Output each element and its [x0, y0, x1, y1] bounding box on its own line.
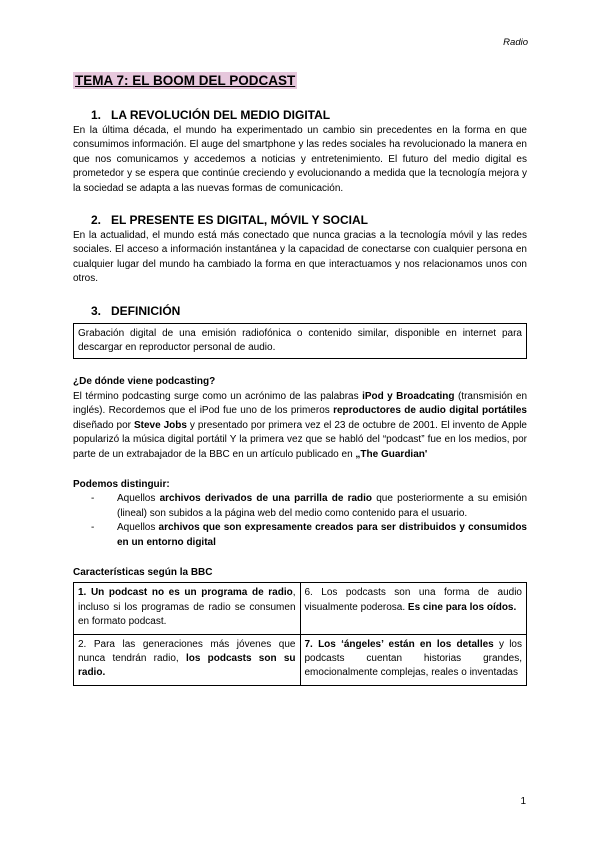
origin-block [73, 375, 527, 461]
definition-box: Grabación digital de una emisión radiofónica o contenido similar, disponible en internet para descargar en reproductor personal de audio. [73, 323, 527, 360]
distinguish-block [73, 478, 527, 550]
distinguish-title: Podemos distinguir: [73, 478, 170, 490]
table-cell: 2. Para las generaciones más jóvenes que nunca tendrán radio, los podcasts son su radio. [74, 634, 301, 685]
table-cell: 6. Los podcasts son una forma de audio visualmente poderosa. Es cine para los oídos. [300, 583, 527, 634]
section-3 [73, 303, 527, 360]
section-heading: 1. LA REVOLUCIÓN DEL MEDIO DIGITAL [91, 108, 331, 122]
section-body: En la última década, el mundo ha experimentado un cambio sin precedentes en la forma en que consumimos información. El auge del smartphone y las redes sociales ha revolucionado la manera en que nos comunicamos y accedemos a noticias y entretenimiento. El futuro del medio digital es prometedor y se espera que continúe creciendo y evolucionando a medida que la tecnología mejora y la sociedad se adapta a las nuevas formas de comunicación. [73, 125, 527, 194]
section-heading: 2. EL PRESENTE ES DIGITAL, MÓVIL Y SOCIAL [91, 213, 368, 228]
origin-question: ¿De dónde viene podcasting? [73, 376, 216, 388]
section-heading: 3. DEFINICIÓN [91, 303, 181, 318]
table-row [74, 634, 527, 685]
section-2 [73, 212, 527, 287]
list-item: - Aquellos archivos derivados de una parrilla de radio que posteriormente a su emisión (lineal) son subidos a la página web del medio como contenido para el usuario. [91, 492, 527, 521]
section-1 [73, 107, 527, 196]
section-body: En la actualidad, el mundo está más conectado que nunca gracias a la tecnología móvil y las redes sociales. El acceso a información instantánea y la capacidad de conectarse con cualquier persona en cualquier lugar del mundo ha cambiado la forma en que interactuamos y nos relacionamos unos con otros. [73, 230, 527, 285]
table-row [74, 583, 527, 634]
list-item: - Aquellos archivos que son expresamente creados para ser distribuidos y consumidos en un entorno digital [91, 521, 527, 550]
bbc-title: Características según la BBC [73, 566, 213, 578]
table-cell: 7. Los ‘ángeles’ están en los detalles y los podcasts cuentan historias grandes, emocionalmente complejas, reales o inventadas [300, 634, 527, 685]
running-header: Radio [503, 37, 528, 48]
document-title: TEMA 7: EL BOOM DEL PODCAST [75, 73, 296, 88]
bbc-table [73, 582, 527, 685]
page-number: 1 [520, 796, 526, 807]
distinguish-list [91, 492, 527, 550]
origin-paragraph: El término podcasting surge como un acrónimo de las palabras iPod y Broadcating (transmisión en inglés). Recordemos que el iPod fue uno de los primeros reproductores de audio digital portátiles diseñado por Steve Jobs y presentado por primera vez el 23 de octubre de 2001. El invento de Apple popularizó la música digital portátil Y la primera vez que se habló del “podcast” fue en los medios, por parte de un extrabajador de la BBC en un artículo publicado en „The Guardian' [73, 390, 528, 460]
page-content [73, 72, 527, 686]
table-cell: 1. Un podcast no es un programa de radio, incluso si los programas de radio se consumen en formato podcast. [74, 583, 301, 634]
